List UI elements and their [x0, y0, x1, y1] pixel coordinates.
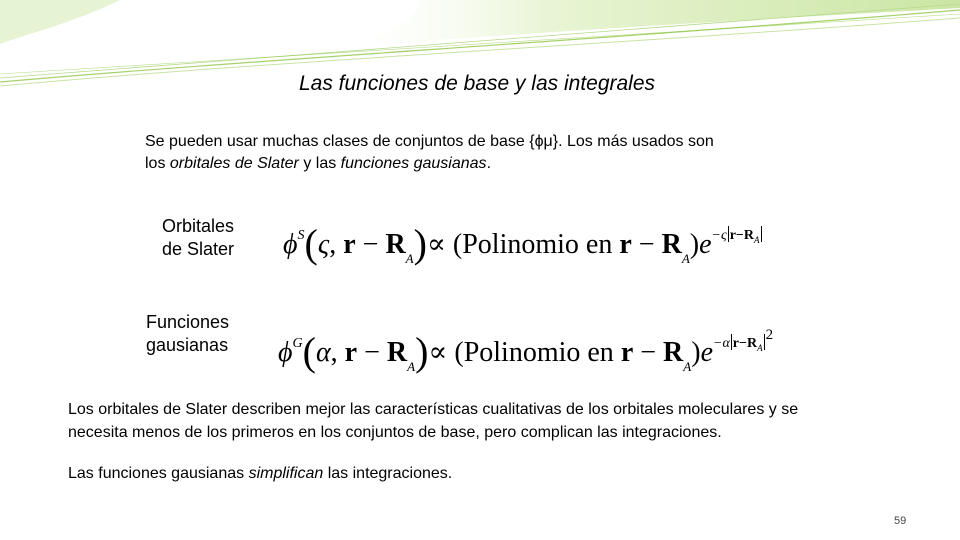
slater-comparison-paragraph: Los orbitales de Slater describen mejor las características cualitativas de los orbitales moleculares y se necesita menos de los primeros en los conjuntos de base, pero complican las integraciones. [68, 401, 799, 441]
intro-paragraph [145, 131, 845, 175]
gaussian-formula: $\phi^G(\alpha$, $r - R_A)\propto$ (Polinomio en $r - R_A)e^{-\alpha r-R_A2}$ [278, 327, 774, 374]
gaussian-simplify-paragraph: Las funciones gausianas simplifican las integraciones. [68, 465, 453, 482]
intro-line-1: Se pueden usar muchas clases de conjuntos de base {ϕμ}. Los más usados son [145, 133, 714, 150]
label-gaussian-functions: Funciones gausianas [146, 312, 230, 355]
slater-formula: $\phi^S(\varsigma$, $r - R_A)\propto$ (Polinomio en $r - R_A)e^{-\varsigma r-R_A}$ [283, 221, 760, 266]
slide-title: Las funciones de base y las integrales [298, 72, 656, 95]
page-number: 59 [894, 515, 907, 527]
intro-line-2: los orbitales de Slater y las funciones gausianas. [145, 155, 492, 172]
label-slater-orbitals: Orbitales de Slater [162, 216, 235, 259]
